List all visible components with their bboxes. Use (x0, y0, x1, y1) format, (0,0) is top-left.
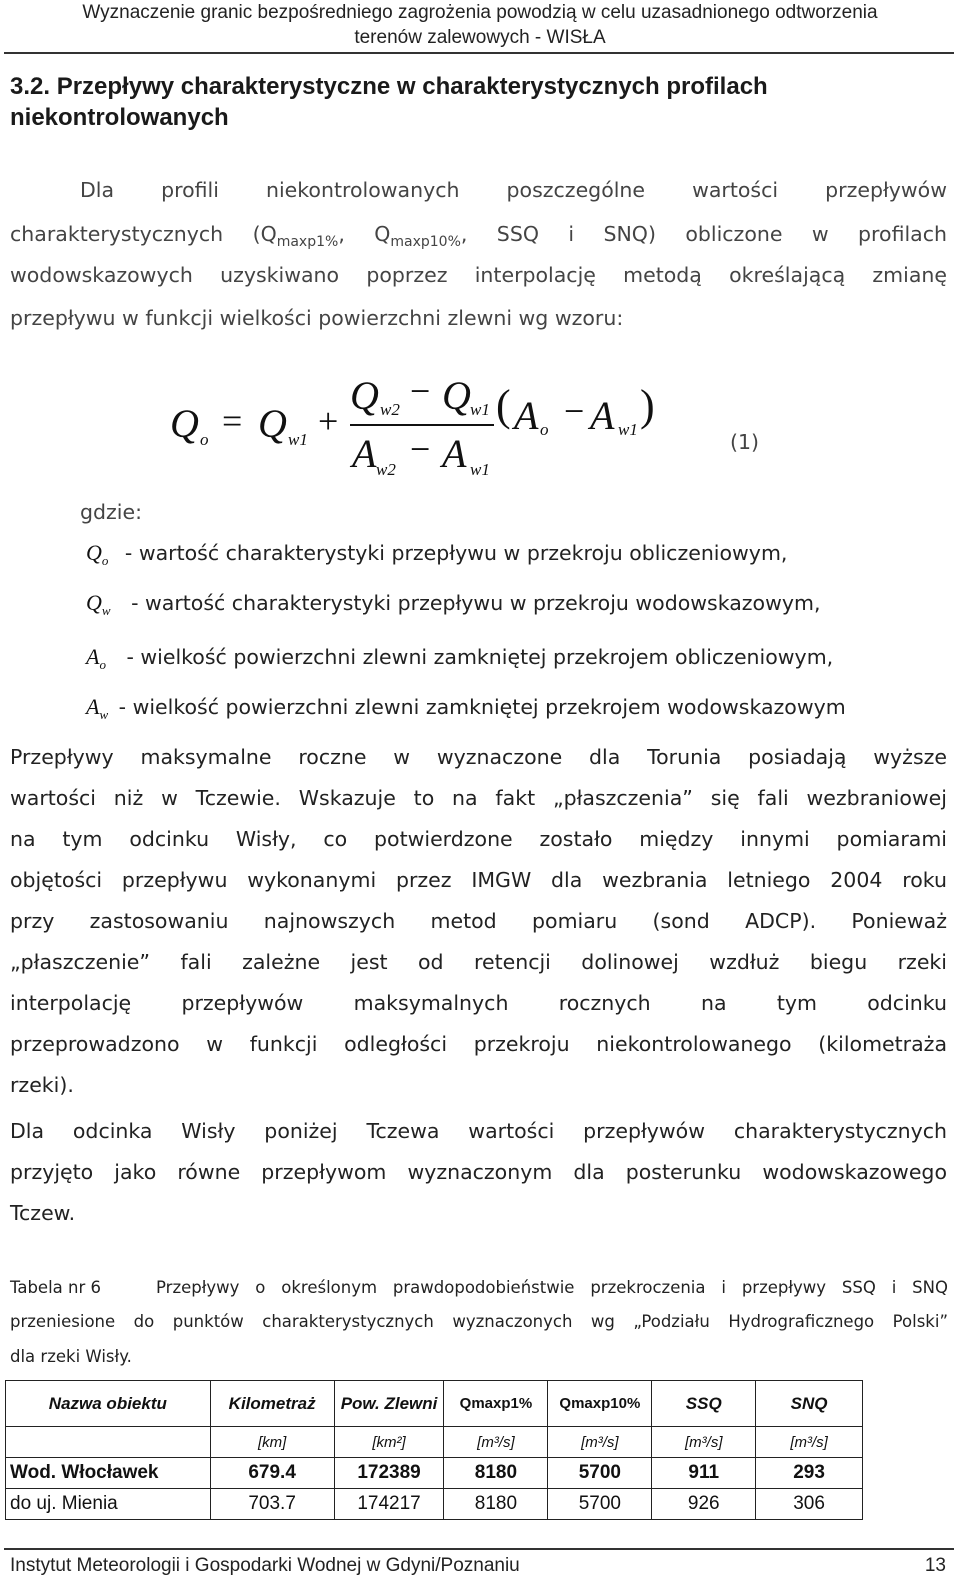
header-rule (4, 52, 954, 54)
header-line-1: Wyznaczenie granic bezpośredniego zagrożenia powodzią w celu uzasadnionego odtworzenia (82, 2, 878, 23)
table-cell: 5700 (548, 1458, 652, 1489)
paragraph-line: interpolację przepływów maksymalnych rocznych na tym odcinku (10, 991, 947, 1015)
table-cell: 172389 (334, 1458, 444, 1489)
footer-rule (4, 1548, 954, 1550)
column-header: SNQ (756, 1381, 863, 1427)
formula-number: (1) (730, 430, 760, 454)
footer-institute: Instytut Meteorologii i Gospodarki Wodnej w Gdyni/Poznaniu (10, 1555, 520, 1576)
unit-cell: [m³/s] (444, 1427, 548, 1458)
where-label: gdzie: (80, 500, 143, 524)
running-header (0, 0, 960, 50)
paragraph-line: przeprowadzono w funkcji odległości przekroju niekontrolowanego (kilometraża (10, 1032, 947, 1056)
table-cell: do uj. Mienia (6, 1489, 211, 1520)
paragraph-line: Przepływy maksymalne roczne w wyznaczone dla Torunia posiadają wyższe (10, 745, 947, 769)
table-cell: 5700 (548, 1489, 652, 1520)
column-header: Qmaxp1% (444, 1381, 548, 1427)
paragraph-line: na tym odcinku Wisły, co potwierdzone zostało między innymi pomiarami (10, 827, 947, 851)
section-title: 3.2. Przepływy charakterystyczne w charakterystycznych profilach niekontrolowanych (10, 73, 768, 131)
table-cell: 8180 (444, 1458, 548, 1489)
table-cell: 174217 (334, 1489, 444, 1520)
data-table (5, 1380, 863, 1520)
paragraph-line: Dla odcinka Wisły poniżej Tczewa wartości przepływów charakterystycznych (10, 1119, 947, 1143)
column-header: Qmaxp10% (548, 1381, 652, 1427)
column-header: Kilometraż (210, 1381, 334, 1427)
paragraph-line: objętości przepływu wykonanymi przez IMGW dla wezbrania letniego 2004 roku (10, 868, 947, 892)
paragraph-line: rzeki). (10, 1073, 74, 1097)
table-cell: 306 (756, 1489, 863, 1520)
table-row (6, 1458, 863, 1489)
paragraph-line: „płaszczenie” fali zależne jest od retencji dolinowej wzdłuż biegu rzeki (10, 950, 947, 974)
paragraph-line: przy zastosowaniu najnowszych metod pomiaru (sond ADCP). Ponieważ (10, 909, 947, 933)
header-line-2: terenów zalewowych - WISŁA (354, 27, 606, 48)
table-cell: 911 (652, 1458, 756, 1489)
column-header: Pow. Zlewni (334, 1381, 444, 1427)
paragraph-line: przyjęto jako równe przepływom wyznaczonym dla posterunku wodowskazowego (10, 1160, 947, 1184)
intro-line-3: wodowskazowych uzyskiwano poprzez interpolację metodą określającą zmianę (10, 263, 947, 287)
table-caption-line-2: przeniesione do punktów charakterystycznych wyznaczonych wg „Podziału Hydrograficznego Polski” (10, 1312, 948, 1331)
paragraph-line: Tczew. (10, 1201, 76, 1225)
unit-cell: [m³/s] (652, 1427, 756, 1458)
unit-cell: [km²] (334, 1427, 444, 1458)
intro-line-2: charakterystycznych ($Q_{maxp1\%}$, $Q_{maxp10\%}$, SSQ i SNQ) obliczone w profilach (10, 222, 947, 251)
definition-item: $A_o$ - wielkość powierzchni zlewni zamkniętej przekrojem obliczeniowym, (86, 644, 834, 673)
table-cell: 926 (652, 1489, 756, 1520)
table-caption-line-1: Przepływy o określonym prawdopodobieństwie przekroczenia i przepływy SSQ i SNQ (156, 1278, 948, 1297)
table-header-row (6, 1381, 863, 1427)
unit-cell: [km] (210, 1427, 334, 1458)
page-number: 13 (924, 1555, 946, 1576)
intro-line-1: Dla profili niekontrolowanych poszczególne wartości przepływów (80, 178, 947, 202)
formula: Q o = Q w1 + Q w2 − Q w1 A w2 − A w1 ( A o − A w1 ) (1) (170, 371, 760, 479)
table-cell: 293 (756, 1458, 863, 1489)
column-header: Nazwa obiektu (6, 1381, 211, 1427)
table-units-row (6, 1427, 863, 1458)
unit-cell: [m³/s] (548, 1427, 652, 1458)
table-row (6, 1489, 863, 1520)
definition-item: $Q_w$ - wartość charakterystyki przepływu w przekroju wodowskazowym, (86, 590, 821, 619)
definition-item: $A_w$ - wielkość powierzchni zlewni zamkniętej przekrojem wodowskazowym (86, 694, 846, 723)
table-cell: Wod. Włocławek (6, 1458, 211, 1489)
table-cell: 8180 (444, 1489, 548, 1520)
unit-cell (6, 1427, 211, 1458)
table-cell: 703.7 (210, 1489, 334, 1520)
definition-item: $Q_o$ - wartość charakterystyki przepływu w przekroju obliczeniowym, (86, 540, 788, 569)
paragraph-line: wartości niż w Tczewie. Wskazuje to na fakt „płaszczenia” się fali wezbraniowej (10, 786, 947, 810)
table-caption-label: Tabela nr 6 (10, 1278, 102, 1297)
table-caption-line-3: dla rzeki Wisły. (10, 1347, 132, 1366)
table-cell: 679.4 (210, 1458, 334, 1489)
column-header: SSQ (652, 1381, 756, 1427)
intro-line-4: przepływu w funkcji wielkości powierzchni zlewni wg wzoru: (10, 306, 624, 330)
unit-cell: [m³/s] (756, 1427, 863, 1458)
fraction-bar (350, 424, 494, 426)
